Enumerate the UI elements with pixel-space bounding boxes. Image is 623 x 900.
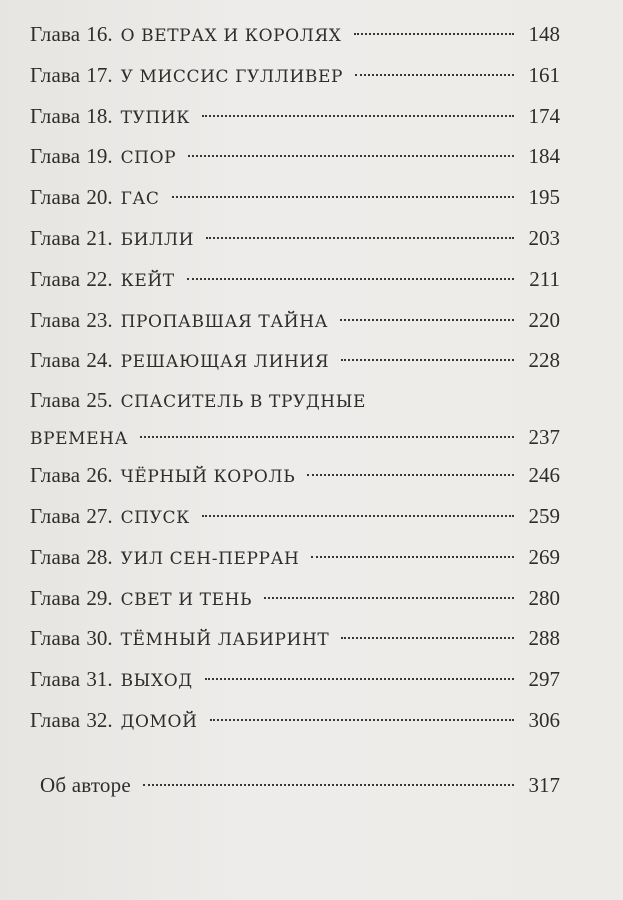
chapter-title: УИЛ СЕН-ПЕРРАН	[120, 548, 300, 569]
chapter-title: ГАС	[120, 189, 160, 210]
dot-leader	[187, 277, 514, 280]
chapter-number: 21.	[86, 225, 113, 250]
chapter-number: 19.	[86, 144, 113, 169]
toc-entry-28	[30, 537, 560, 578]
dot-leader	[140, 435, 514, 438]
dot-leader	[188, 154, 514, 157]
toc-entry-21	[30, 218, 560, 259]
chapter-title: О ВЕТРАХ И КОРОЛЯХ	[120, 26, 342, 46]
page-number: 161	[528, 62, 560, 87]
page-number: 220	[528, 307, 560, 332]
toc-entry-25	[30, 381, 560, 419]
dot-leader	[206, 236, 514, 239]
chapter-title: ЧЁРНЫЙ КОРОЛЬ	[120, 467, 296, 488]
page-number: 174	[528, 103, 560, 128]
chapter-title: ТУПИК	[120, 107, 191, 128]
chapter-prefix: Глава	[30, 667, 81, 692]
table-of-contents	[30, 14, 560, 806]
dot-leader	[172, 195, 514, 198]
toc-entry-22	[30, 259, 560, 300]
chapter-prefix: Глава	[30, 388, 81, 413]
chapter-number: 17.	[86, 62, 113, 87]
chapter-title-continued: ВРЕМЕНА	[30, 429, 129, 450]
page-number: 269	[528, 544, 560, 569]
toc-entry-31	[30, 659, 560, 700]
chapter-prefix: Глава	[30, 707, 81, 732]
dot-leader	[210, 718, 514, 721]
dot-leader	[264, 596, 514, 599]
toc-entry-20	[30, 177, 560, 218]
chapter-title: ПРОПАВШАЯ ТАЙНА	[120, 311, 329, 332]
toc-entry-about-author	[30, 765, 560, 806]
dot-leader	[354, 32, 515, 35]
page-number: 280	[528, 585, 560, 610]
toc-entry-26	[30, 455, 560, 496]
page-number: 317	[528, 772, 560, 797]
toc-entry-19	[30, 136, 560, 177]
chapter-title: СПАСИТЕЛЬ В ТРУДНЫЕ	[120, 392, 367, 413]
toc-entry-27	[30, 496, 560, 537]
page-number: 246	[528, 463, 560, 488]
chapter-number: 27.	[86, 503, 113, 528]
chapter-prefix: Глава	[30, 144, 81, 169]
chapter-number: 26.	[86, 463, 113, 488]
chapter-title: БИЛЛИ	[120, 229, 195, 250]
chapter-number: 22.	[86, 266, 113, 291]
chapter-prefix: Глава	[30, 22, 81, 46]
page-number: 211	[529, 266, 560, 291]
page-number: 148	[528, 22, 560, 46]
page-number: 288	[528, 626, 560, 651]
chapter-number: 29.	[86, 585, 113, 610]
toc-entry-24	[30, 340, 560, 381]
chapter-prefix: Глава	[30, 503, 81, 528]
dot-leader	[340, 318, 514, 321]
chapter-title: У МИССИС ГУЛЛИВЕР	[120, 66, 344, 87]
toc-entry-32	[30, 700, 560, 741]
chapter-title: ТЁМНЫЙ ЛАБИРИНТ	[120, 630, 330, 651]
dot-leader	[341, 636, 514, 639]
dot-leader	[143, 783, 514, 786]
chapter-title: СПОР	[120, 148, 177, 169]
chapter-prefix: Глава	[30, 307, 81, 332]
chapter-title: ВЫХОД	[120, 671, 193, 692]
toc-entry-30	[30, 618, 560, 659]
chapter-number: 30.	[86, 626, 113, 651]
chapter-prefix: Глава	[30, 348, 81, 373]
chapter-prefix: Глава	[30, 463, 81, 488]
chapter-title: КЕЙТ	[120, 270, 175, 291]
dot-leader	[202, 514, 514, 517]
page-number: 237	[528, 425, 560, 450]
chapter-title: СВЕТ И ТЕНЬ	[120, 589, 253, 610]
page-number: 259	[528, 503, 560, 528]
chapter-prefix: Глава	[30, 185, 81, 210]
toc-entry-23	[30, 300, 560, 341]
dot-leader	[202, 114, 514, 117]
toc-entry-18	[30, 96, 560, 137]
chapter-prefix: Глава	[30, 544, 81, 569]
chapter-number: 16.	[86, 22, 113, 46]
section-gap	[30, 741, 560, 765]
chapter-number: 31.	[86, 667, 113, 692]
toc-entry-16	[30, 14, 560, 55]
chapter-prefix: Глава	[30, 585, 81, 610]
page-number: 184	[528, 144, 560, 169]
chapter-number: 23.	[86, 307, 113, 332]
chapter-title: СПУСК	[120, 507, 190, 528]
page-number: 297	[528, 667, 560, 692]
dot-leader	[205, 677, 514, 680]
page-number: 306	[528, 707, 560, 732]
toc-entry-17	[30, 55, 560, 96]
chapter-number: 32.	[86, 707, 113, 732]
chapter-prefix: Глава	[30, 266, 81, 291]
chapter-number: 28.	[86, 544, 113, 569]
chapter-number: 18.	[86, 103, 113, 128]
toc-entry-29	[30, 578, 560, 619]
chapter-number: 24.	[86, 348, 113, 373]
toc-entry-25-continued	[30, 419, 560, 455]
dot-leader	[341, 358, 514, 361]
chapter-prefix: Глава	[30, 225, 81, 250]
chapter-title: ДОМОЙ	[120, 711, 198, 732]
page-number: 195	[528, 185, 560, 210]
page-number: 203	[528, 225, 560, 250]
dot-leader	[307, 473, 514, 476]
chapter-prefix: Глава	[30, 103, 81, 128]
dot-leader	[355, 73, 514, 76]
chapter-number: 25.	[86, 388, 113, 413]
chapter-title: РЕШАЮЩАЯ ЛИНИЯ	[120, 352, 330, 373]
page-number: 228	[528, 348, 560, 373]
chapter-prefix: Глава	[30, 626, 81, 651]
chapter-prefix: Глава	[30, 62, 81, 87]
chapter-number: 20.	[86, 185, 113, 210]
dot-leader	[311, 555, 514, 558]
about-author-label: Об авторе	[40, 772, 131, 797]
